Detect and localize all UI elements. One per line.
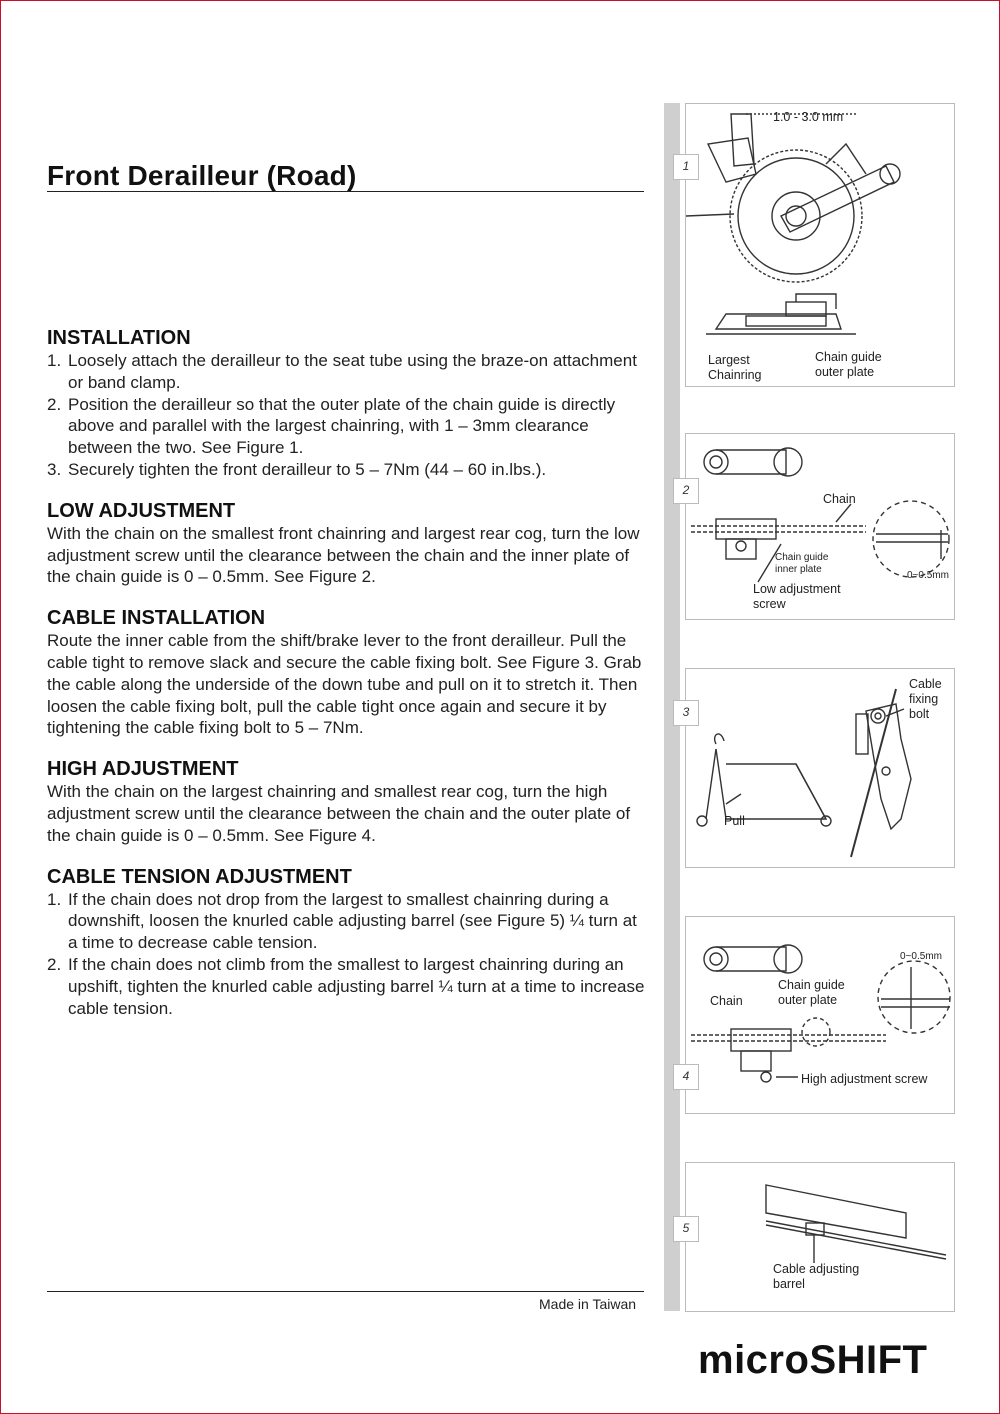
list-item xyxy=(47,954,647,1019)
installation-steps xyxy=(47,350,647,481)
step-number: 1. xyxy=(47,889,62,909)
figure-4-number: 4 xyxy=(673,1064,699,1090)
figure-2 xyxy=(685,433,955,620)
step-text: If the chain does not drop from the largest to smallest chainring during a downshift, loosen the knurled cable adjusting barrel (see Figure 5) ¼ turn at a time to decrease cable tension. xyxy=(68,889,637,953)
label-inner-plate: Chain guide inner plate xyxy=(775,552,829,575)
figure-1-number: 1 xyxy=(673,154,699,180)
figure-3-number: 3 xyxy=(673,700,699,726)
chainring-diagram xyxy=(686,104,954,386)
footer-rule xyxy=(47,1291,644,1292)
label-outer-plate: Chain guide outer plate xyxy=(778,978,845,1007)
figure-1 xyxy=(685,103,955,387)
figure-4 xyxy=(685,916,955,1114)
figure-2-number: 2 xyxy=(673,478,699,504)
step-text: Securely tighten the front derailleur to 5 – 7Nm (44 – 60 in.lbs.). xyxy=(68,459,547,479)
list-item xyxy=(47,350,647,394)
page-title: Front Derailleur (Road) xyxy=(47,160,357,191)
section-cable-installation xyxy=(47,606,647,739)
figure-5-number: 5 xyxy=(673,1216,699,1242)
list-item xyxy=(47,889,647,954)
label-chain: Chain xyxy=(710,994,743,1008)
list-item xyxy=(47,394,647,459)
step-number: 2. xyxy=(47,954,62,974)
label-outer-plate: Chain guide outer plate xyxy=(815,350,882,379)
label-pull: Pull xyxy=(724,814,745,828)
heading-cable-installation: CABLE INSTALLATION xyxy=(47,607,266,630)
label-adjusting-barrel: Cable adjusting barrel xyxy=(773,1262,860,1291)
heading-high-adjustment: HIGH ADJUSTMENT xyxy=(47,758,239,781)
heading-installation: INSTALLATION xyxy=(47,327,191,349)
logo-shift: SHIFT xyxy=(809,1338,928,1382)
heading-low-adjustment: LOW ADJUSTMENT xyxy=(47,499,236,522)
label-clearance: 0~0.5mm xyxy=(907,570,949,581)
label-cable-fixing-bolt: Cable fixing bolt xyxy=(909,677,942,721)
step-text: Position the derailleur so that the outer plate of the chain guide is directly above and parallel with the largest chainring, with 1 – 3mm clearance between the two. See Figure 1. xyxy=(68,394,616,458)
label-dimension: 1.0 - 3.0 mm xyxy=(773,110,844,124)
section-cable-tension xyxy=(47,865,647,1020)
figure-5 xyxy=(685,1162,955,1312)
section-high-adjustment xyxy=(47,757,647,846)
step-text: If the chain does not climb from the smallest to largest chainring during an upshift, tighten the knurled cable adjusting barrel ¼ turn at a time to increase cable tension. xyxy=(68,954,645,1018)
heading-cable-tension: CABLE TENSION ADJUSTMENT xyxy=(47,865,352,888)
step-number: 1. xyxy=(47,351,62,370)
label-largest-chainring: Largest Chainring xyxy=(708,353,762,382)
section-low-adjustment xyxy=(47,499,647,588)
cable-installation-text: Route the inner cable from the shift/brake lever to the front derailleur. Pull the cable tight to remove slack and secure the cable fixing bolt. See Figure 3. Grab the cable along the underside of the down tube and pull on it to stretch it. Then loosen the cable fixing bolt, pull the cable tight once again and secure it by tightening the cable fixing bolt to 5 – 7Nm. xyxy=(47,631,642,738)
tension-steps xyxy=(47,889,647,1020)
step-text: Loosely attach the derailleur to the seat tube using the braze-on attachment or band clamp. xyxy=(68,351,637,392)
instructions xyxy=(47,326,647,1037)
label-chain: Chain xyxy=(823,492,856,506)
high-adjustment-text: With the chain on the largest chainring and smallest rear cog, turn the high adjustment screw until the clearance between the chain and the outer plate of the chain guide is 0 – 0.5mm. See Figure 4. xyxy=(47,782,631,845)
title-underline xyxy=(47,191,644,192)
list-item xyxy=(47,459,647,481)
step-number: 3. xyxy=(47,459,62,479)
label-low-screw: Low adjustment screw xyxy=(753,582,841,611)
label-clearance: 0~0.5mm xyxy=(900,951,942,962)
made-in: Made in Taiwan xyxy=(539,1296,637,1312)
label-high-screw: High adjustment screw xyxy=(801,1072,928,1086)
low-adjustment-text: With the chain on the smallest front chainring and largest rear cog, turn the low adjustment screw until the clearance between the chain and the inner plate of the chain guide is 0 – 0.5mm. See Figure 2. xyxy=(47,523,640,587)
figure-3 xyxy=(685,668,955,868)
logo-micro: micro xyxy=(698,1338,810,1382)
section-installation xyxy=(47,326,647,481)
brand-logo xyxy=(698,1338,927,1383)
step-number: 2. xyxy=(47,394,62,414)
